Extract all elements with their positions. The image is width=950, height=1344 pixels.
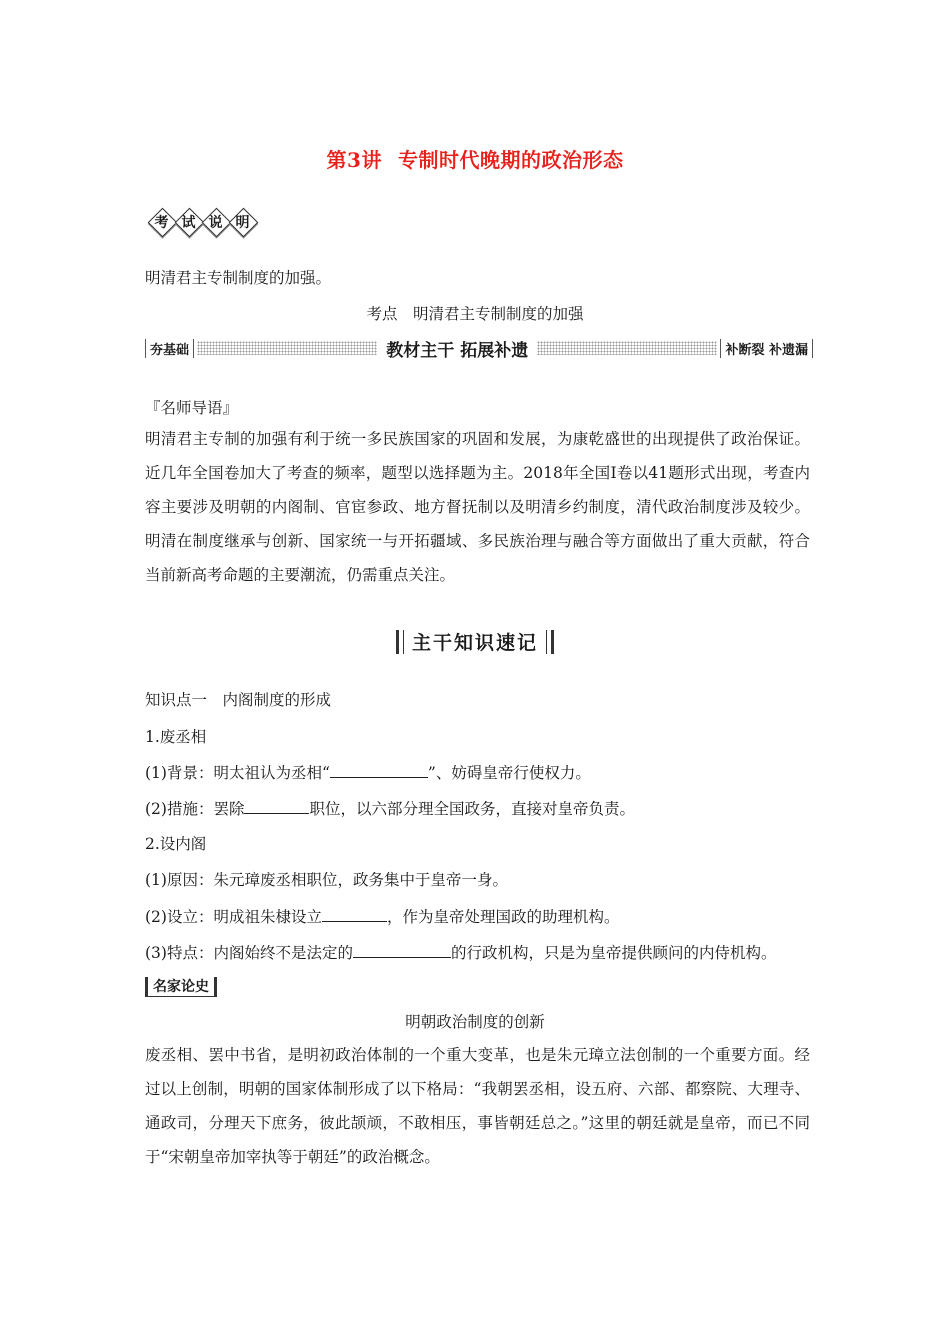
essay-title: 明朝政治制度的创新 (405, 1013, 545, 1031)
guide-label: 『名师导语』 (145, 399, 239, 417)
lecture-number: 第3讲 (326, 148, 382, 172)
fill-blank[interactable] (322, 906, 387, 922)
banner-dots (537, 341, 717, 355)
item-heading: 1.废丞相 (145, 728, 207, 746)
badge-char: 明 (229, 208, 256, 235)
essay-text: 废丞相、罢中书省，是明初政治体制的一个重大变革，也是朱元璋立法创制的一个重要方面。经过以上创制，明朝的国家体制形成了以下格局：“我朝罢丞相，设五府、六部、都察院、大理寺、通政司，分理天下庶务，彼此颉颃，不敢相压，事皆朝廷总之。”这里的朝廷就是皇帝，而已不同于“宋朝皇帝加宰执等于朝廷”的政治概念。 (145, 1046, 810, 1166)
item-heading: 2.设内阁 (145, 835, 207, 853)
item-line: (2)措施：罢除 职位，以六部分理全国政务，直接对皇帝负责。 (145, 800, 635, 818)
item-line: (3)特点：内阁始终不是法定的 的行政机构，只是为皇帝提供顾问的内侍机构。 (145, 944, 777, 962)
item-line: (1)背景：明太祖认为丞相“ ”、妨碍皇帝行使权力。 (145, 764, 591, 782)
page-title (0, 144, 950, 173)
point-title: 考点 明清君主专制制度的加强 (366, 305, 584, 323)
badge-char: 试 (175, 208, 202, 235)
banner-dots (197, 341, 377, 355)
fill-blank[interactable] (244, 798, 309, 814)
section-heading (0, 628, 950, 655)
badge-char: 说 (202, 208, 229, 235)
banner-middle: 教材主干 拓展补遗 (386, 340, 529, 361)
exam-badge (148, 208, 256, 235)
knowledge-point-title: 知识点一 内阁制度的形成 (145, 691, 332, 709)
banner-left: 夯基础 (145, 339, 194, 358)
guide-text: 明清君主专制的加强有利于统一多民族国家的巩固和发展，为康乾盛世的出现提供了政治保证。近几年全国卷加大了考查的频率，题型以选择题为主。2018年全国Ⅰ卷以41题形式出现，考查内容主要涉及明朝的内阁制、官宦参政、地方督抚制以及明清乡约制度，清代政治制度涉及较少。明清在制度继承与创新、国家统一与开拓疆域、多民族治理与融合等方面做出了重大贡献，符合当前新高考命题的主要潮流，仍需重点关注。 (145, 430, 810, 584)
fill-blank[interactable] (353, 942, 451, 958)
section-heading-text: 主干知识速记 (411, 632, 538, 654)
exam-description: 明清君主专制制度的加强。 (145, 269, 332, 287)
badge-char: 考 (148, 208, 175, 235)
banner-right: 补断裂 补遗漏 (720, 339, 813, 358)
section-banner (145, 337, 813, 359)
fill-blank[interactable] (330, 762, 428, 778)
famous-history-label: 名家论史 (145, 976, 217, 997)
item-line: (1)原因：朱元璋废丞相职位，政务集中于皇帝一身。 (145, 871, 508, 889)
lecture-topic: 专制时代晚期的政治形态 (397, 148, 624, 172)
item-line: (2)设立：明成祖朱棣设立 ，作为皇帝处理国政的助理机构。 (145, 908, 620, 926)
